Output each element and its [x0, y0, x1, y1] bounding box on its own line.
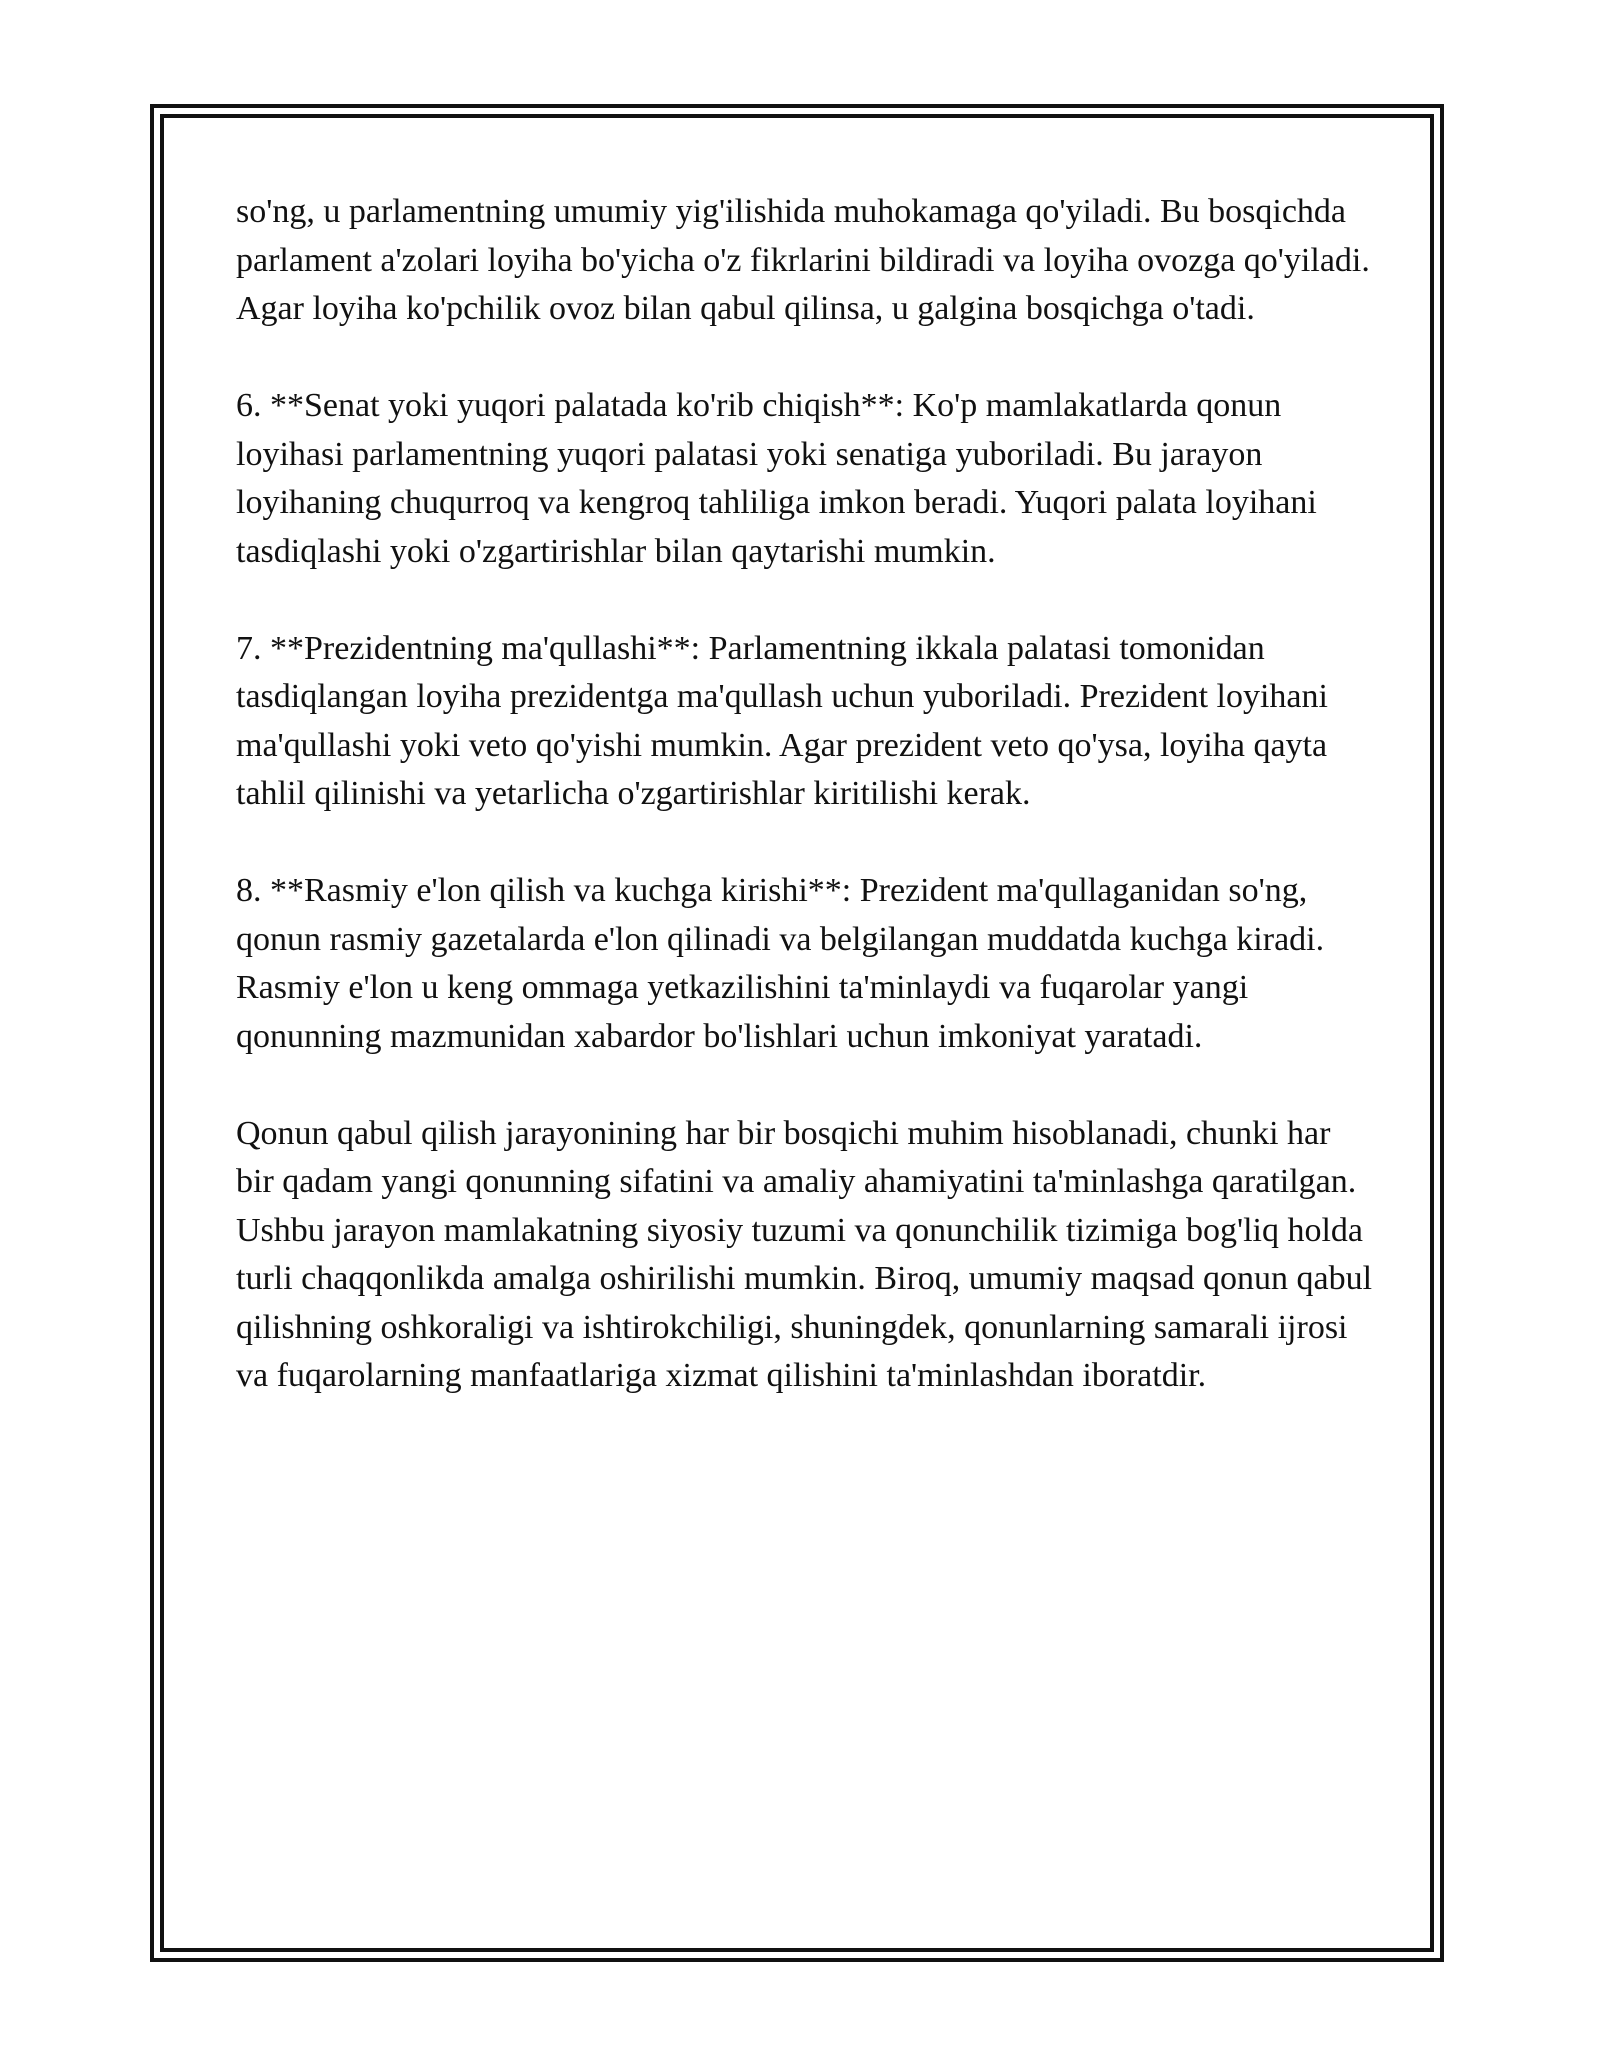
paragraph-step-7: 7. **Prezidentning ma'qullashi**: Parlamentning ikkala palatasi tomonidan tasdiqlangan loyiha prezidentga ma'qullash uchun yuboriladi. Prezident loyihani ma'qullashi yoki veto qo'yishi mumkin. Agar prezident veto qo'ysa, loyiha qayta tahlil qilinishi va yetarlicha o'zgartirishlar kiritilishi kerak. [236, 629, 1328, 812]
paragraph-step-6: 6. **Senat yoki yuqori palatada ko'rib chiqish**: Ko'p mamlakatlarda qonun loyihasi parlamentning yuqori palatasi yoki senatiga yuboriladi. Bu jarayon loyihaning chuqurroq va kengroq tahliliga imkon beradi. Yuqori palata loyihani tasdiqlashi yoki o'zgartirishlar bilan qaytarishi mumkin. [236, 387, 1317, 570]
paragraph-continuation: so'ng, u parlamentning umumiy yig'ilishida muhokamaga qo'yiladi. Bu bosqichda parlament a'zolari loyiha bo'yicha o'z fikrlarini bildiradi va loyiha ovozga qo'yiladi. Agar loyiha ko'pchilik ovoz bilan qabul qilinsa, u galgina bosqichga o'tadi. [236, 193, 1370, 327]
document-body [236, 188, 1376, 1401]
paragraph-conclusion: Qonun qabul qilish jarayonining har bir bosqichi muhim hisoblanadi, chunki har bir qadam yangi qonunning sifatini va amaliy ahamiyatini ta'minlashga qaratilgan. Ushbu jarayon mamlakatning siyosiy tuzumi va qonunchilik tizimiga bog'liq holda turli chaqqonlikda amalga oshirilishi mumkin. Biroq, umumiy maqsad qonun qabul qilishning oshkoraligi va ishtirokchiligi, shuningdek, qonunlarning samarali ijrosi va fuqarolarning manfaatlariga xizmat qilishini ta'minlashdan iboratdir. [236, 1114, 1373, 1394]
paragraph-step-8: 8. **Rasmiy e'lon qilish va kuchga kirishi**: Prezident ma'qullaganidan so'ng, qonun rasmiy gazetalarda e'lon qilinadi va belgilangan muddatda kuchga kiradi. Rasmiy e'lon u keng ommaga yetkazilishini ta'minlaydi va fuqarolar yangi qonunning mazmunidan xabardor bo'lishlari uchun imkoniyat yaratadi. [236, 872, 1325, 1055]
